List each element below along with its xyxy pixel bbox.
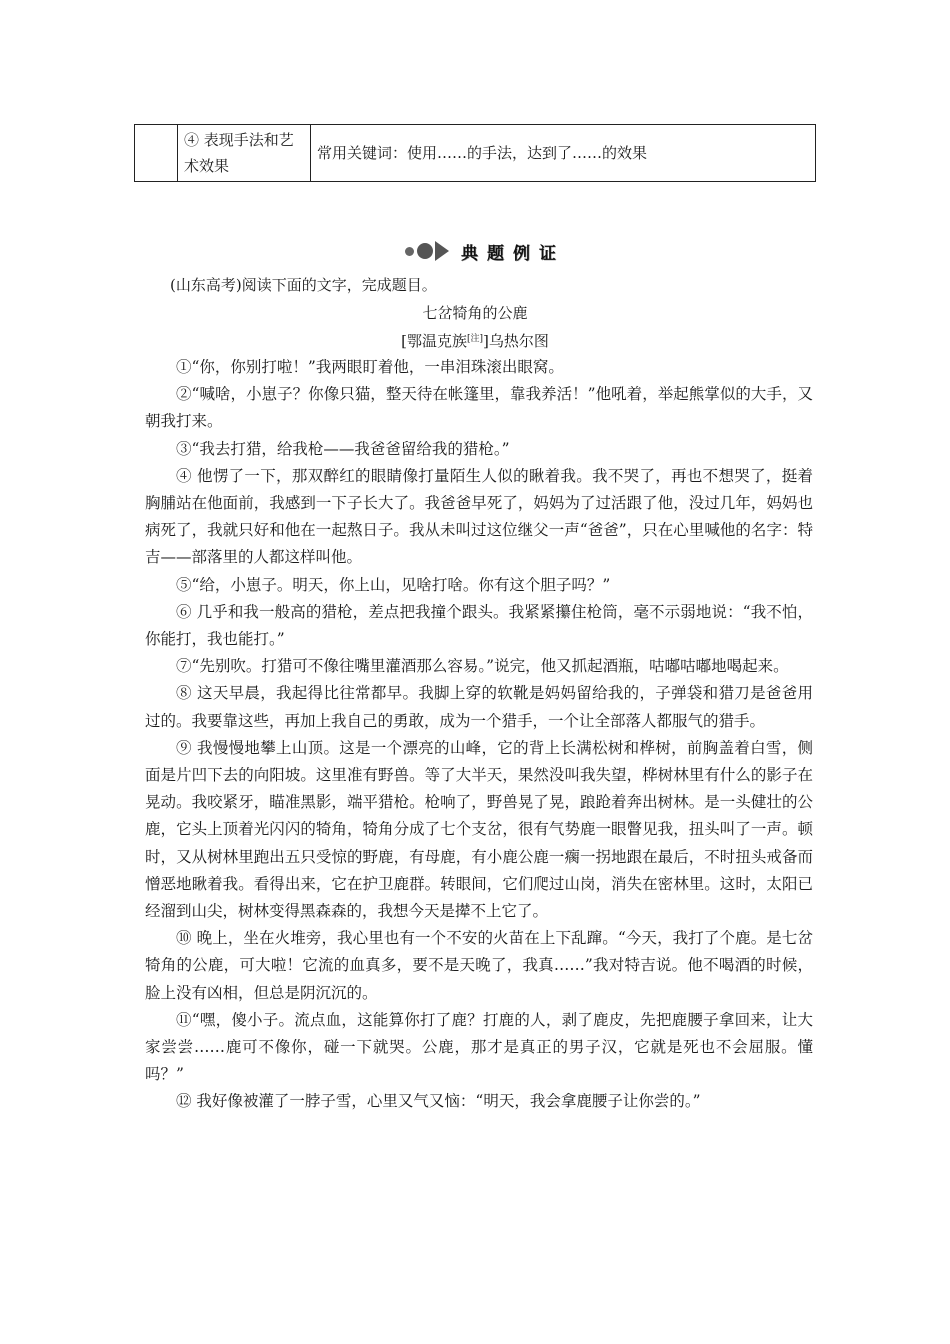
table-label-cell: ④ 表现手法和艺术效果 (178, 125, 311, 182)
article-body (145, 354, 813, 1116)
article-title: 七岔犄角的公鹿 (422, 304, 528, 322)
paragraph-1: ①“你，你别打啦！”我两眼盯着他，一串泪珠滚出眼窝。 (176, 358, 564, 376)
paragraph-12: ⑫ 我好像被灌了一脖子雪，心里又气又恼：“明天，我会拿鹿腰子让你尝的。” (176, 1092, 701, 1111)
method-table (134, 124, 816, 182)
article-author (0, 326, 950, 354)
arrow-right-icon (435, 241, 449, 261)
section-title: 典题例证 (461, 243, 565, 264)
author-prefix: [鄂温克族 (401, 332, 467, 350)
paragraph-10: ⑩ 晚上，坐在火堆旁，我心里也有一个不安的火苗在上下乱蹿。“今天，我打了个鹿。是七岔犄角的公鹿，可大啦！它流的血真多，要不是天晚了，我真……”我对特吉说。他不喝酒的时候，脸上没有凶相，但总是阴沉沉的。 (145, 929, 813, 1002)
paragraph-2: ②“喊啥，小崽子？你像只猫，整天待在帐篷里，靠我养活！”他吼着，举起熊掌似的大手，又朝我打来。 (145, 385, 813, 431)
author-name: ]乌热尔图 (483, 332, 549, 350)
paragraph-7: ⑦“先别吹。打猎可不像往嘴里灌酒那么容易。”说完，他又抓起酒瓶，咕嘟咕嘟地喝起来。 (176, 657, 789, 676)
table-content-cell: 常用关键词：使用……的手法，达到了……的效果 (311, 125, 816, 182)
paragraph-5: ⑤“给，小崽子。明天，你上山，见啥打啥。你有这个胆子吗？” (176, 575, 611, 594)
paragraph-8: ⑧ 这天早晨，我起得比往常都早。我脚上穿的软靴是妈妈留给我的，子弹袋和猎刀是爸爸用过的。我要靠这些，再加上我自己的勇敢，成为一个猎手，一个让全部落人都服气的猎手。 (145, 684, 813, 730)
paragraph-11: ⑪“嘿，傻小子。流点血，这能算你打了鹿？打鹿的人，剥了鹿皮，先把鹿腰子拿回来，让大家尝尝……鹿可不像你，碰一下就哭。公鹿，那才是真正的男子汉，它就是死也不会屈服。懂吗？” (145, 1010, 813, 1084)
table-empty-cell (135, 125, 178, 182)
footnote-marker: [注] (466, 334, 484, 344)
paragraph-4: ④ 他愣了一下，那双醉红的眼睛像打量陌生人似的瞅着我。我不哭了，再也不想哭了，挺着胸脯站在他面前，我感到一下子长大了。我爸爸早死了，妈妈为了过活跟了他，没过几年，妈妈也病死了，我就只好和他在一起熬日子。我从未叫过这位继父一声“爸爸”，只在心里喊他的名字：特吉——部落里的人都这样叫他。 (145, 466, 813, 567)
section-header (405, 238, 565, 264)
paragraph-3: ③“我去打猎，给我枪——我爸爸留给我的猎枪。” (176, 439, 510, 458)
dot-icon (405, 247, 414, 256)
paragraph-9: ⑨ 我慢慢地攀上山顶。这是一个漂亮的山峰，它的背上长满松树和桦树，前胸盖着白雪，侧面是片凹下去的向阳坡。这里准有野兽。等了大半天，果然没叫我失望，桦树林里有什么的影子在晃动。我咬紧牙，瞄准黑影，端平猎枪。枪响了，野兽晃了晃，踉跄着奔出树林。是一头健壮的公鹿，它头上顶着光闪闪的犄角，犄角分成了七个支岔，很有气势鹿一眼瞥见我，扭头叫了一声。顿时，又从树林里跑出五只受惊的野鹿，有母鹿，有小鹿公鹿一瘸一拐地跟在最后，不时扭头戒备而憎恶地瞅着我。看得出来，它在护卫鹿群。转眼间，它们爬过山岗，消失在密林里。这时，太阳已经溜到山尖，树林变得黑森森的，我想今天是撵不上它了。 (145, 738, 813, 921)
paragraph-6: ⑥ 几乎和我一般高的猎枪，差点把我撞个跟头。我紧紧攥住枪筒，毫不示弱地说：“我不怕，你能打，我也能打。” (145, 602, 813, 649)
dot-icon (417, 243, 433, 259)
question-intro: (山东高考)阅读下面的文字，完成题目。 (170, 276, 437, 294)
table-row (135, 125, 816, 182)
